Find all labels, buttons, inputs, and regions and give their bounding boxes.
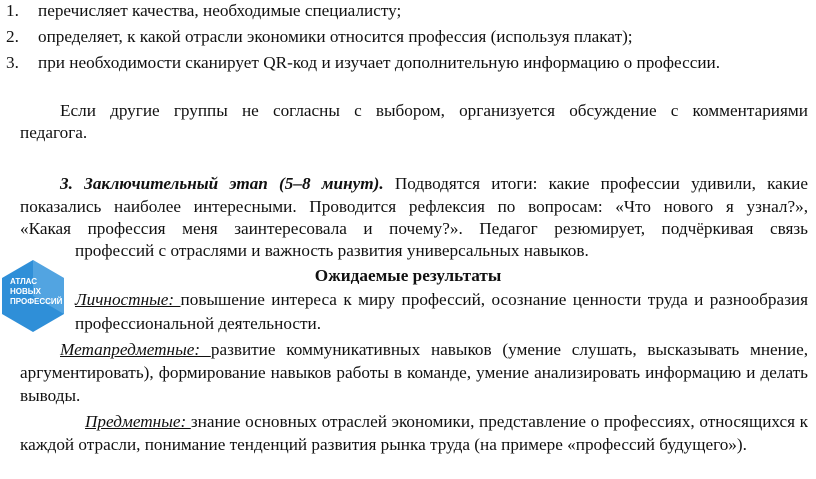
list-text: определяет, к какой отрасли экономики относится профессия (используя плакат); [38, 27, 633, 46]
list-text: при необходимости сканирует QR-код и изучает дополнительную информацию о профессии. [38, 53, 721, 72]
stage3-line: профессий с отраслями и важность развития универсальных навыков. [75, 241, 589, 260]
results-line [60, 339, 808, 361]
results-line: каждой отрасли, понимание тенденций развития рынка труда (на примере «профессий будущего»). [20, 435, 747, 454]
results-line: профессиональной деятельности. [75, 314, 321, 333]
stage3-heading: 3. Заключительный этап (5–8 минут). [60, 174, 384, 193]
list-number: 1. [6, 1, 19, 20]
stage3-text: Подводятся итоги: какие профессии удивили, какие [383, 174, 808, 193]
stage3-line: «Какая профессия меня заинтересовала и почему?». Педагог резюмирует, подчёркивая связь [20, 219, 808, 238]
list-number: 2. [6, 27, 19, 46]
logo-text: НОВЫХ [10, 287, 41, 296]
paragraph-line: педагога. [20, 123, 88, 142]
results-line: выводы. [20, 386, 81, 405]
personal-text: повышение интереса к миру профессий, осознание ценности труда и разнообразия [180, 290, 808, 309]
stage3-line [60, 173, 808, 195]
list-number: 3. [6, 53, 19, 72]
paragraph-line: Если другие группы не согласны с выбором, организуется обсуждение с комментариями [60, 101, 808, 120]
logo-text: АТЛАС [10, 277, 38, 286]
atlas-logo [0, 258, 66, 334]
list-text: перечисляет качества, необходимые специалисту; [38, 1, 402, 20]
logo-text: ПРОФЕССИЙ [10, 297, 63, 306]
personal-label: Личностные: [75, 290, 181, 309]
subject-label: Предметные: [85, 412, 191, 431]
results-heading: Ожидаемые результаты [314, 266, 502, 285]
results-line [85, 411, 808, 433]
results-line [75, 289, 808, 311]
meta-text: развитие коммуникативных навыков (умение слушать, высказывать мнение, [210, 340, 808, 359]
subject-text: знание основных отраслей экономики, представление о профессиях, относящихся к [190, 412, 808, 431]
stage3-line: показались наиболее интересными. Проводится рефлексия по вопросам: «Что нового я узнал?», [20, 197, 808, 216]
results-line: аргументировать), формирование навыков работы в команде, умение анализировать информацию и делать [20, 363, 808, 382]
meta-label: Метапредметные: [60, 340, 211, 359]
